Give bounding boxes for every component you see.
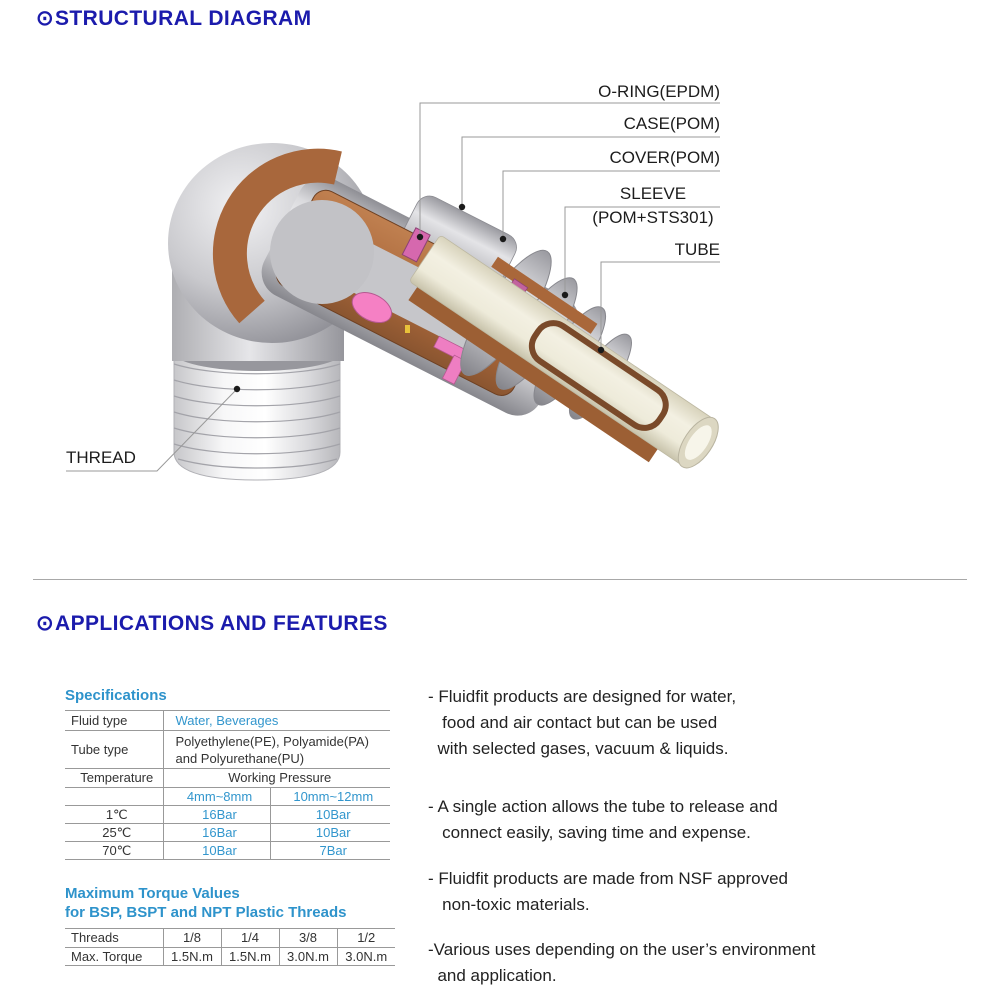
table-row: Threads 1/8 1/4 3/8 1/2 <box>65 929 395 948</box>
table-row: 1℃ 16Bar 10Bar <box>65 806 390 824</box>
feature-item-3: - Fluidfit products are made from NSF approved non-toxic materials. <box>428 869 788 914</box>
empty-cell <box>65 788 163 806</box>
table-row: 70℃ 10Bar 7Bar <box>65 842 390 860</box>
feature-item-1: - Fluidfit products are designed for water, food and air contact but can be used with selected gases, vacuum & liquids. <box>428 687 737 758</box>
table-row: 25℃ 16Bar 10Bar <box>65 824 390 842</box>
label-case: CASE(POM) <box>623 114 720 133</box>
label-sleeve <box>586 184 720 228</box>
label-sleeve-line2: (POM+STS301) <box>592 208 714 227</box>
section-marker-icon: ⊙ <box>36 612 54 635</box>
feature-item-4: -Various uses depending on the user’s environment and application. <box>428 940 816 985</box>
section2-heading: ⊙APPLICATIONS AND FEATURES <box>36 612 388 635</box>
table-row: Max. Torque 1.5N.m 1.5N.m 3.0N.m 3.0N.m <box>65 948 395 966</box>
working-pressure-label: Working Pressure <box>163 769 390 788</box>
label-cover: COVER(POM) <box>609 148 720 167</box>
fluid-type-value: Water, Beverages <box>163 711 390 731</box>
section-divider <box>33 579 967 580</box>
size-range-2: 10mm~12mm <box>270 788 390 806</box>
size-range-1: 4mm~8mm <box>163 788 270 806</box>
label-thread: THREAD <box>66 448 136 467</box>
label-o-ring: O-RING(EPDM) <box>598 82 720 101</box>
tube-type-value: Polyethylene(PE), Polyamide(PA) and Polyurethane(PU) <box>163 731 390 769</box>
torque-title-line1: Maximum Torque Values <box>65 885 240 902</box>
specifications-table <box>65 710 390 860</box>
max-torque-label: Max. Torque <box>65 948 163 966</box>
threads-label: Threads <box>65 929 163 948</box>
section-marker-icon: ⊙ <box>36 7 54 30</box>
tube-type-label: Tube type <box>65 731 163 769</box>
label-sleeve-line1: SLEEVE <box>619 184 687 203</box>
fluid-type-label: Fluid type <box>65 711 163 731</box>
temperature-label: Temperature <box>65 769 163 788</box>
feature-item-2: - A single action allows the tube to release and connect easily, saving time and expense. <box>428 797 778 842</box>
torque-table <box>65 928 395 966</box>
section1-heading: ⊙STRUCTURAL DIAGRAM <box>36 7 312 30</box>
label-tube: TUBE <box>674 240 720 259</box>
specifications-title: Specifications <box>65 687 167 704</box>
torque-title-line2: for BSP, BSPT and NPT Plastic Threads <box>65 904 347 921</box>
